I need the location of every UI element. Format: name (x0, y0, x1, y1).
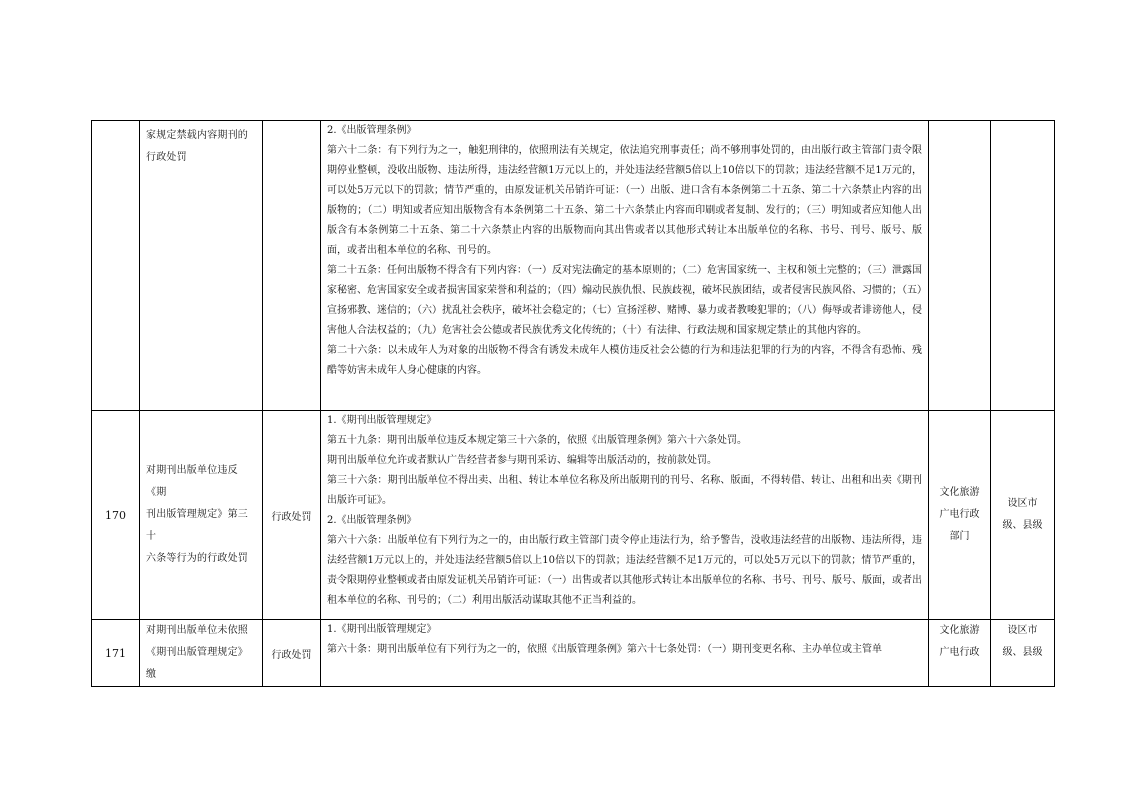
basis-paragraph: 第三十六条：期刊出版单位不得出卖、出租、转让本单位名称及所出版期刊的刊号、名称、版面，不得转借、转让、出租和出卖《期刊出版许可证》。 (327, 475, 922, 506)
item-line: 对期刊出版单位违反《期 (146, 465, 238, 498)
item-line: 《期刊出版管理规定》缴 (146, 647, 248, 680)
item-line: 刊出版管理规定》第三十 (146, 509, 248, 542)
level-line: 级、县级 (1002, 647, 1043, 658)
department-line: 文化旅游 (939, 487, 980, 498)
item-category (263, 121, 321, 411)
department-line: 广电行政 (939, 509, 980, 520)
table-row (92, 411, 1055, 620)
basis-paragraph: 第六十二条：有下列行为之一，触犯刑律的，依照刑法有关规定，依法追究刑事责任；尚不够刑事处罚的，由出版行政主管部门责令限期停业整顿，没收出版物、违法所得，违法经营额1万元以上的，并处违法经营额5倍以上10倍以下的罚款；违法经营额不足1万元的，可以处5万元以下的罚款；情节严重的，由原发证机关吊销许可证：（一）出版、进口含有本条例第二十五条、第二十六条禁止内容的出版物的；（二）明知或者应知出版物含有本条例第二十五条、第二十六条禁止内容而印刷或者复制、发行的；（三）明知或者应知他人出版含有本条例第二十五条、第二十六条禁止内容的出版物而向其出售或者以其他形式转让本出版单位的名称、书号、刊号、版号、版面，或者出租本单位的名称、刊号的。 (327, 145, 922, 256)
department-line: 广电行政 (939, 647, 980, 658)
department-line: 文化旅游 (939, 625, 980, 636)
level (991, 620, 1055, 687)
basis-paragraph: 第二十五条：任何出版物不得含有下列内容：（一）反对宪法确定的基本原则的；（二）危害国家统一、主权和领土完整的；（三）泄露国家秘密、危害国家安全或者损害国家荣誉和利益的；（四）煽动民族仇恨、民族歧视，破坏民族团结，或者侵害民族风俗、习惯的；（五）宣扬邪教、迷信的；（六）扰乱社会秩序，破坏社会稳定的；（七）宣扬淫秽、赌博、暴力或者教唆犯罪的；（八）侮辱或者诽谤他人，侵害他人合法权益的；（九）危害社会公德或者民族优秀文化传统的；（十）有法律、行政法规和国家规定禁止的其他内容的。 (327, 265, 922, 336)
row-number: 171 (92, 620, 140, 687)
item-name (140, 411, 263, 620)
department (929, 411, 991, 620)
table-row (92, 121, 1055, 411)
legal-basis (321, 620, 929, 687)
table-row (92, 620, 1055, 687)
legal-basis (321, 121, 929, 411)
item-name (140, 121, 263, 411)
basis-paragraph: 期刊出版单位允许或者默认广告经营者参与期刊采访、编辑等出版活动的，按前款处罚。 (327, 455, 717, 466)
basis-paragraph: 第六十六条：出版单位有下列行为之一的，由出版行政主管部门责令停止违法行为，给予警告，没收违法经营的出版物、违法所得，违法经营额1万元以上的，并处违法经营额5倍以上10倍以下的罚款；违法经营额不足1万元的，可以处5万元以下的罚款；情节严重的，责令限期停业整顿或者由原发证机关吊销许可证：（一）出售或者以其他形式转让本出版单位的名称、书号、刊号、版号、版面，或者出租本单位的名称、刊号的；（二）利用出版活动谋取其他不正当利益的。 (327, 535, 922, 606)
basis-paragraph: 2.《出版管理条例》 (327, 515, 417, 526)
basis-paragraph: 2.《出版管理条例》 (327, 125, 417, 136)
basis-paragraph: 1.《期刊出版管理规定》 (327, 624, 437, 635)
item-line: 六条等行为的行政处罚 (146, 553, 248, 564)
level-line: 级、县级 (1002, 520, 1043, 531)
basis-paragraph: 第六十条：期刊出版单位有下列行为之一的，依照《出版管理条例》第六十七条处罚：（一）期刊变更名称、主办单位或主管单 (327, 644, 882, 655)
legal-basis (321, 411, 929, 620)
department (929, 620, 991, 687)
item-line: 对期刊出版单位未依照 (146, 625, 248, 636)
item-line: 家规定禁载内容期刊的 (146, 130, 248, 141)
item-line: 行政处罚 (146, 152, 187, 163)
basis-paragraph: 第五十九条：期刊出版单位违反本规定第三十六条的，依照《出版管理条例》第六十六条处罚。 (327, 435, 747, 446)
item-category: 行政处罚 (263, 411, 321, 620)
item-category: 行政处罚 (263, 620, 321, 687)
basis-paragraph: 第二十六条：以未成年人为对象的出版物不得含有诱发未成年人模仿违反社会公德的行为和违法犯罪的行为的内容，不得含有恐怖、残酷等妨害未成年人身心健康的内容。 (327, 345, 922, 376)
level (991, 411, 1055, 620)
row-number (92, 121, 140, 411)
regulation-table (91, 120, 1055, 687)
row-number: 170 (92, 411, 140, 620)
department-line: 部门 (949, 531, 970, 542)
basis-paragraph: 1.《期刊出版管理规定》 (327, 415, 437, 426)
item-name (140, 620, 263, 687)
department (929, 121, 991, 411)
level (991, 121, 1055, 411)
level-line: 设区市 (1007, 498, 1038, 509)
level-line: 设区市 (1007, 625, 1038, 636)
